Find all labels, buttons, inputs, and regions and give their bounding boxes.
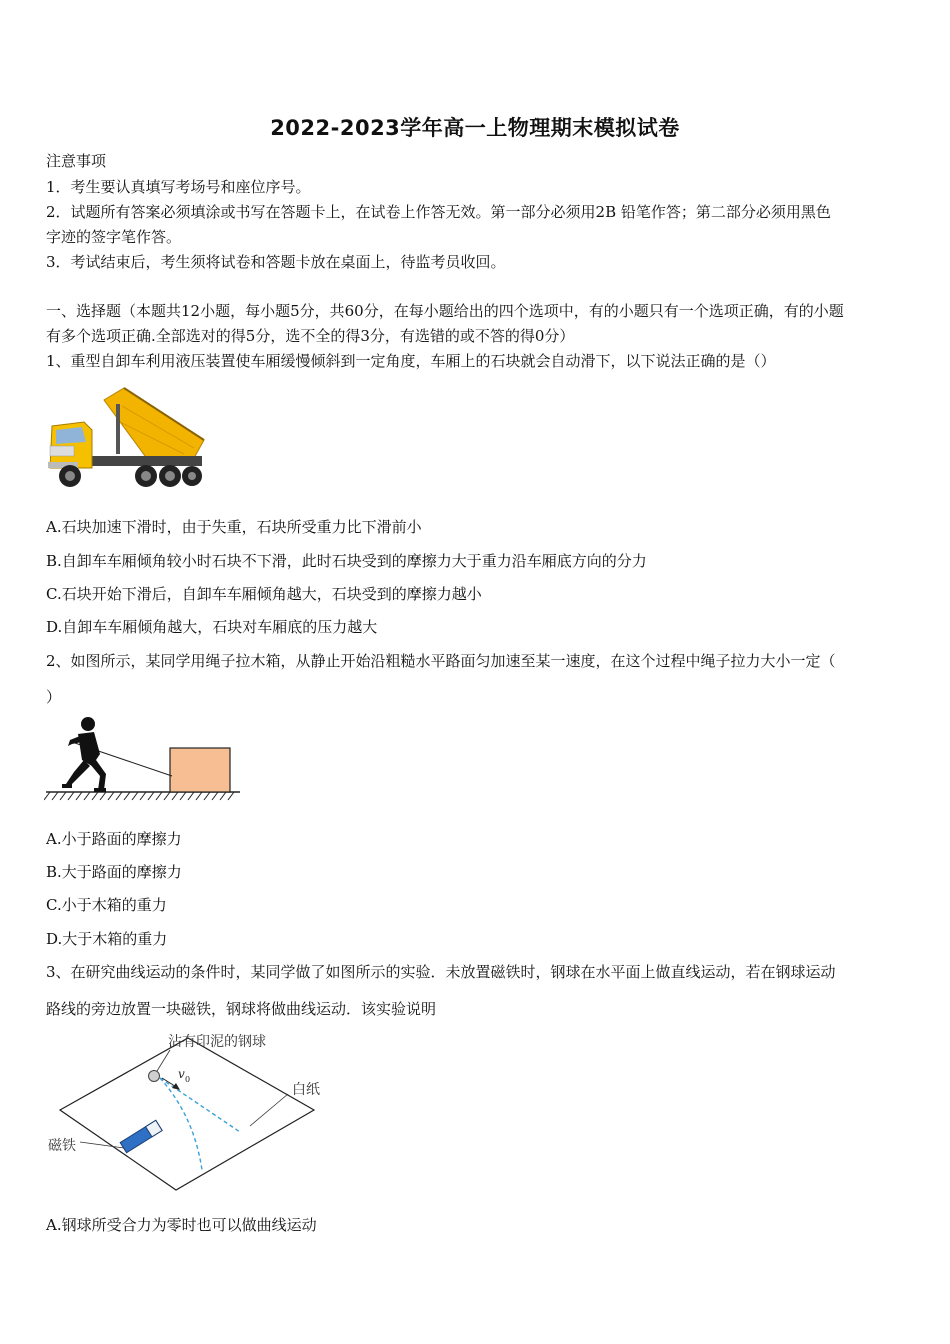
notice-item: 3．考试结束后，考生须将试卷和答题卡放在桌面上，待监考员收回。 (46, 253, 506, 271)
figure-label-magnet: 磁铁 (48, 1138, 76, 1154)
answer-option: A.钢球所受合力为零时也可以做曲线运动 (46, 1216, 317, 1234)
question-stem: ） (46, 688, 62, 706)
notice-item: 1．考生要认真填写考场号和座位序号。 (46, 178, 311, 196)
figure-label-ball: 沾有印泥的钢球 (168, 1034, 266, 1050)
question-stem: 1、重型自卸车利用液压装置使车厢缓慢倾斜到一定角度，车厢上的石块就会自动滑下，以下说法正确的是（） (46, 352, 776, 370)
answer-option: B.大于路面的摩擦力 (46, 863, 182, 881)
notice-heading: 注意事项 (46, 152, 107, 170)
notice-item: 字迹的签字笔作答。 (46, 228, 182, 246)
question-stem: 2、如图所示，某同学用绳子拉木箱，从静止开始沿粗糙水平路面匀加速至某一速度，在这个过程中绳子拉力大小一定（ (46, 652, 836, 670)
answer-option: C.石块开始下滑后，自卸车车厢倾角越大，石块受到的摩擦力越小 (46, 585, 482, 603)
answer-option: A.小于路面的摩擦力 (46, 830, 182, 848)
pulling-box-figure (44, 714, 244, 802)
answer-option: A.石块加速下滑时，由于失重，石块所受重力比下滑前小 (46, 518, 422, 536)
answer-option: B.自卸车车厢倾角较小时石块不下滑，此时石块受到的摩擦力大于重力沿车厢底方向的分力 (46, 552, 647, 570)
figure-label-paper: 白纸 (292, 1082, 320, 1098)
magnet-experiment-figure (44, 1026, 344, 1196)
answer-option: D.自卸车车厢倾角越大，石块对车厢底的压力越大 (46, 618, 378, 636)
question-stem: 路线的旁边放置一块磁铁，钢球将做曲线运动．该实验说明 (46, 1000, 437, 1018)
question-stem: 3、在研究曲线运动的条件时，某同学做了如图所示的实验．未放置磁铁时，钢球在水平面上做直线运动，若在钢球运动 (46, 963, 836, 981)
notice-item: 2．试题所有答案必须填涂或书写在答题卡上，在试卷上作答无效。第一部分必须用2B 铅笔作答；第二部分必须用黑色 (46, 203, 831, 221)
answer-option: C.小于木箱的重力 (46, 896, 167, 914)
figure-label-velocity: v (178, 1067, 185, 1081)
answer-option: D.大于木箱的重力 (46, 930, 168, 948)
section-instructions: 一、选择题（本题共12小题，每小题5分，共60分，在每小题给出的四个选项中，有的小题只有一个选项正确，有的小题 (46, 302, 844, 320)
figure-label-velocity-sub: 0 (185, 1075, 191, 1084)
page-title: 2022-2023学年高一上物理期末模拟试卷 (270, 116, 680, 140)
dump-truck-figure (44, 382, 208, 494)
section-instructions: 有多个选项正确.全部选对的得5分，选不全的得3分，有选错的或不答的得0分） (46, 327, 575, 345)
